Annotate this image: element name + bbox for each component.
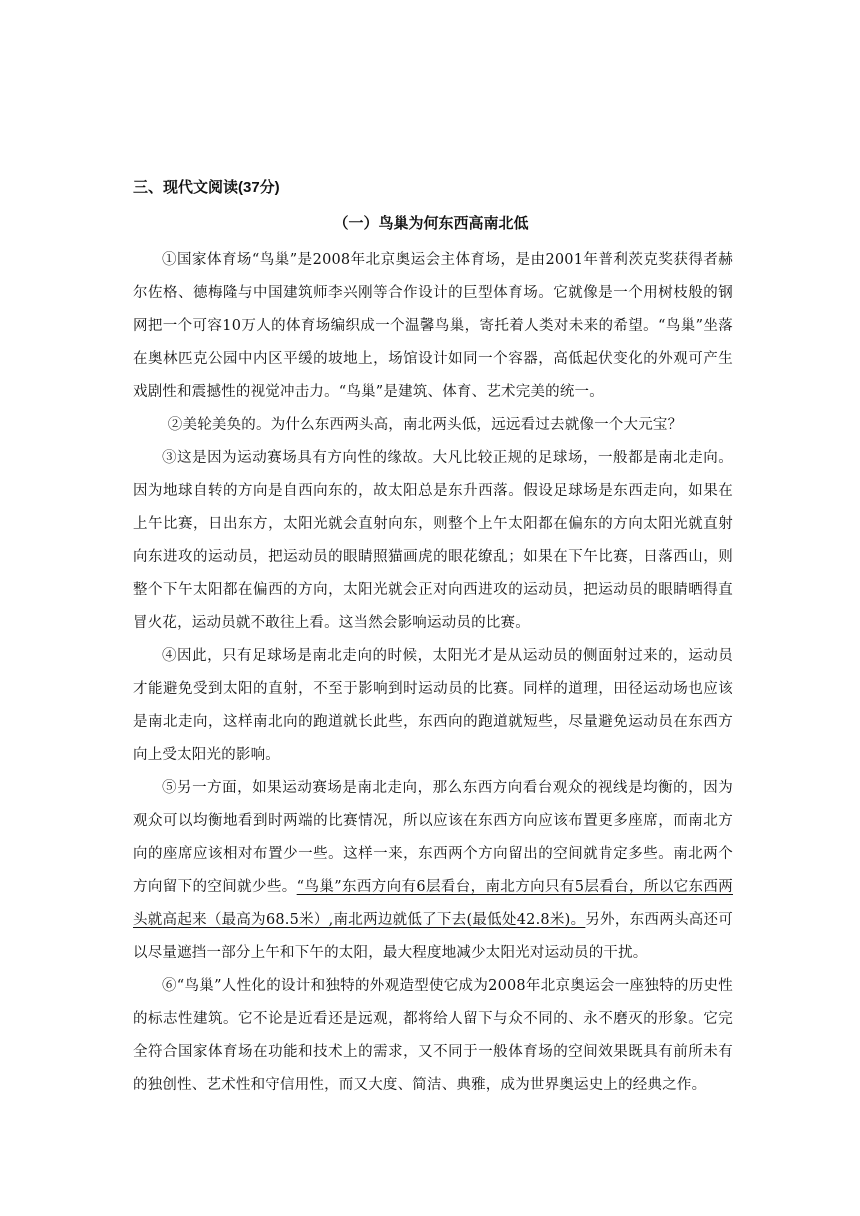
paragraph-5-text-before: ⑤另一方面，如果运动赛场是南北走向，那么东西方向看台观众的视线是均衡的，因为观众可以均衡地看到时两端的比赛情况，所以应该在东西方向应该布置更多座席，而南北方向的座席应该相对布置少一些。这样一来，东西两个方向留出的空间就肯定多些。南北两个方向留下的空间就少些。 xyxy=(133,780,733,895)
paragraph-6: ⑥“鸟巢”人性化的设计和独特的外观造型使它成为2008年北京奥运会一座独特的历史性的标志性建筑。它不论是近看还是远观，都将给人留下与众不同的、永不磨灭的形象。它完全符合国家体育场在功能和技术上的需求，又不同于一般体育场的空间效果既具有前所未有的独创性、艺术性和守信用性，而又大度、简洁、典雅，成为世界奥运史上的经典之作。 xyxy=(133,978,733,1093)
paragraph-2: ②美轮美奂的。为什么东西两头高，南北两头低，远远看过去就像一个大元宝？ xyxy=(167,417,683,433)
paragraph-5-text-after: 另外，东西两头高还可以尽量遮挡一部分上午和下午的太阳，最大程度地减少太阳光对运动员的干扰。 xyxy=(133,912,733,961)
paragraph-4: ④因此，只有足球场是南北走向的时候，太阳光才是从运动员的侧面射过来的，运动员才能避免受到太阳的直射，不至于影响到时运动员的比赛。同样的道理，田径运动场也应该是南北走向，这样南北向的跑道就长此些，东西向的跑道就短些，尽量避免运动员在东西方向上受太阳光的影响。 xyxy=(133,648,733,763)
paragraph-5-underlined-sentence: “鸟巢”东西方向有6层看台，南北方向只有5层看台，所以它东西两头就高起来（最高为68.5米）,南北两边就低了下去(最低处42.8米)。 xyxy=(133,879,733,928)
article-body xyxy=(133,244,733,1102)
section-heading: 三、现代文阅读(37分) xyxy=(133,179,280,196)
paragraph-3: ③这是因为运动赛场具有方向性的缘故。大凡比较正规的足球场，一般都是南北走向。因为地球自转的方向是自西向东的，故太阳总是东升西落。假设足球场是东西走向，如果在上午比赛，日出东方，太阳光就会直射向东，则整个上午太阳都在偏东的方向太阳光就直射向东进攻的运动员，把运动员的眼睛照猫画虎的眼花缭乱；如果在下午比赛，日落西山，则整个下午太阳都在偏西的方向，太阳光就会正对向西进攻的运动员，把运动员的眼睛晒得直冒火花，运动员就不敢往上看。这当然会影响运动员的比赛。 xyxy=(133,450,733,631)
article-title: （一）鸟巢为何东西高南北低 xyxy=(333,215,529,232)
paragraph-1: ①国家体育场“鸟巢”是2008年北京奥运会主体育场，是由2001年普利茨克奖获得者赫尔佐格、德梅隆与中国建筑师李兴刚等合作设计的巨型体育场。它就像是一个用树枝般的钢网把一个可容10万人的体育场编织成一个温馨鸟巢，寄托着人类对未来的希望。“鸟巢”坐落在奥林匹克公园中内区平缓的坡地上，场馆设计如同一个容器，高低起伏变化的外观可产生戏剧性和震撼性的视觉冲击力。“鸟巢”是建筑、体育、艺术完美的统一。 xyxy=(133,252,733,400)
paragraph-5 xyxy=(133,772,733,970)
